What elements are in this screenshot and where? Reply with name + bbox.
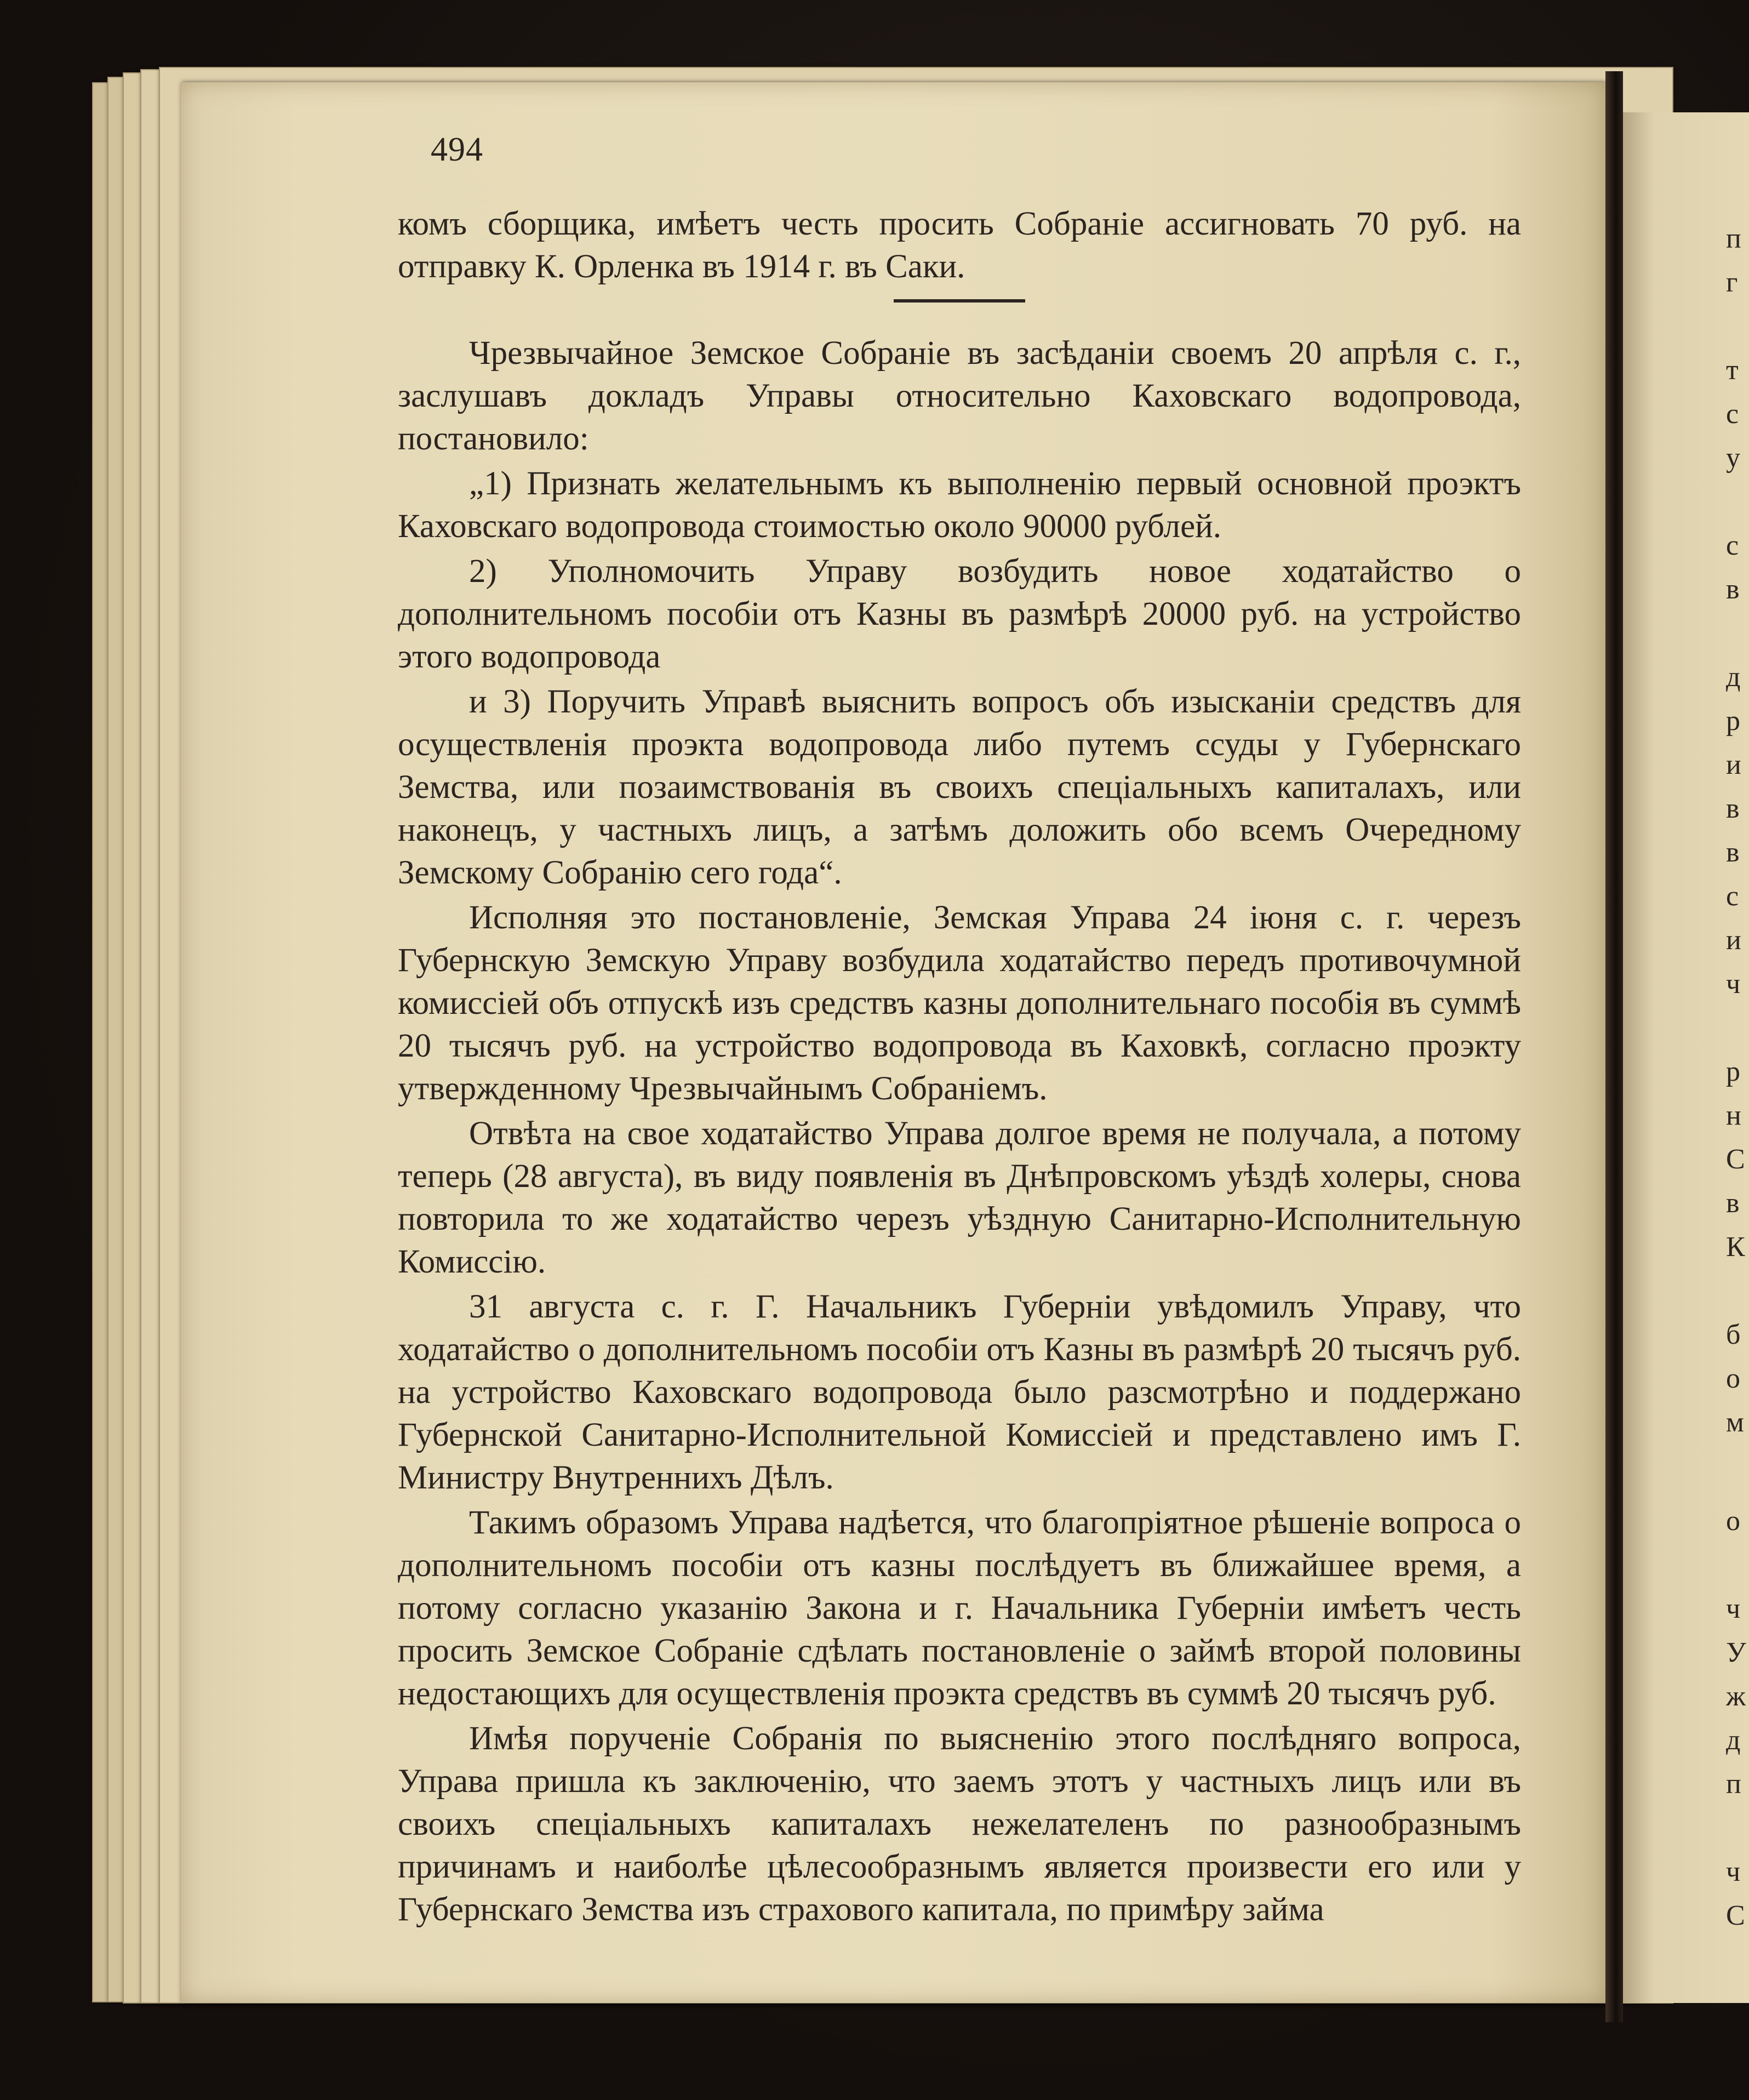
next-page-fragment: ж [1726,1681,1746,1712]
paragraph: и 3) Поручить Управѣ выяснить вопросъ объ изысканіи средствъ для осуществленія проэкта водопровода либо путемъ ссуды у Губернскаго Земства, или позаимствованія въ своихъ спеціальныхъ капиталахъ, или наконецъ, у частныхъ лицъ, а затѣмъ доложить обо всемъ Очередному Земскому Собранію сего года“. [398,683,1521,891]
next-page-fragment: У [1726,1637,1746,1668]
next-page-fragment: ч [1726,968,1741,1000]
next-page-fragment: д [1726,661,1741,693]
next-page-fragment: ч [1726,1593,1741,1624]
paragraph: „1) Признать желательнымъ къ выполненію первый основной проэктъ Каховскаго водопровода стоимостью около 90000 рублей. [398,465,1521,545]
book-spine [1605,71,1623,2022]
paragraph: комъ сборщика, имѣетъ честь просить Собраніе ассигновать 70 руб. на отправку К. Орленка въ 1914 г. въ Саки. [398,206,1521,285]
next-page-fragment: в [1726,837,1740,868]
next-page-fragment: у [1726,442,1740,473]
next-page-fragment: в [1726,1188,1740,1219]
next-page-fragment: с [1726,398,1739,430]
next-page-fragment: ч [1726,1856,1741,1887]
section-divider [894,299,1025,303]
next-page-fragment: с [1726,881,1739,912]
next-page-fragment: и [1726,925,1741,956]
paragraph: Имѣя порученіе Собранія по выясненію этого послѣдняго вопроса, Управа пришла къ заключенію, что заемъ этотъ у частныхъ лицъ или въ своихъ спеціальныхъ капиталахъ нежелателенъ по разнообразнымъ причинамъ и наиболѣе цѣлесообразнымъ является произвести его или у Губернскаго Земства изъ страхового капитала, по примѣру займа [398,1720,1521,1928]
next-page-fragment: в [1726,574,1740,605]
next-page-fragment: и [1726,749,1741,780]
paragraph: Отвѣта на свое ходатайство Управа долгое время не получала, а потому теперь (28 августа), въ виду появленія въ Днѣпровскомъ уѣздѣ холеры, снова повторила то же ходатайство черезъ уѣздную Санитарно-Исполнительную Комиссію. [398,1115,1521,1280]
page-number: 494 [431,131,483,168]
next-page-fragment: К [1726,1231,1745,1263]
next-page-fragment: р [1726,1056,1740,1087]
next-page-fragment: С [1726,1900,1745,1931]
next-page-fragment: д [1726,1725,1741,1756]
next-page-fragment: б [1726,1319,1741,1350]
next-page-fragment: т [1726,355,1739,386]
paragraph: 31 августа с. г. Г. Начальникъ Губерніи увѣдомилъ Управу, что ходатайство о дополнительномъ пособіи отъ Казны въ размѣрѣ 20 тысячъ руб. на устройство Каховскаго водопровода было разсмотрѣно и поддержано Губернской Санитарно-Исполнительной Комиссіей и представлено имъ Г. Министру Внутреннихъ Дѣлъ. [398,1288,1521,1496]
next-page-fragment: о [1726,1505,1740,1537]
next-page-fragment: с [1726,530,1739,561]
paragraph: Чрезвычайное Земское Собраніе въ засѣданіи своемъ 20 апрѣля с. г., заслушавъ докладъ Управы относительно Каховскаго водопровода, постановило: [398,335,1521,457]
next-page-fragment: о [1726,1363,1740,1394]
next-page-fragment: н [1726,1100,1741,1131]
paragraph: Такимъ образомъ Управа надѣется, что благопріятное рѣшеніе вопроса о дополнительномъ пособіи отъ казны послѣдуетъ въ ближайшее время, а потому согласно указанію Закона и г. Начальника Губерніи имѣетъ честь просить Земское Собраніе сдѣлать постановленіе о займѣ второй половины недостающихъ для осуществленія проэкта средствъ въ суммѣ 20 тысячъ руб. [398,1504,1521,1712]
next-page-fragment: р [1726,705,1740,737]
paragraph: 2) Уполномочить Управу возбудить новое ходатайство о дополнительномъ пособіи отъ Казны въ размѣрѣ 20000 руб. на устройство этого водопровода [398,553,1521,675]
next-page-fragment: С [1726,1144,1745,1175]
next-page-fragment: в [1726,793,1740,824]
next-page-fragment: м [1726,1407,1744,1438]
paragraph: Исполняя это постановленіе, Земская Управа 24 іюня с. г. черезъ Губернскую Земскую Управу возбудила ходатайство передъ противочумной комиссіей объ отпускѣ изъ средствъ казны дополнительнаго пособія въ суммѣ 20 тысячъ руб. на устройство водопровода въ Каховкѣ, согласно проэкту утвержденному Чрезвычайнымъ Собраніемъ. [398,899,1521,1107]
next-page-fragment: п [1726,1768,1741,1800]
next-page-fragment: п [1726,223,1741,254]
page-text [398,203,1521,1933]
next-page-fragment: г [1726,267,1738,298]
